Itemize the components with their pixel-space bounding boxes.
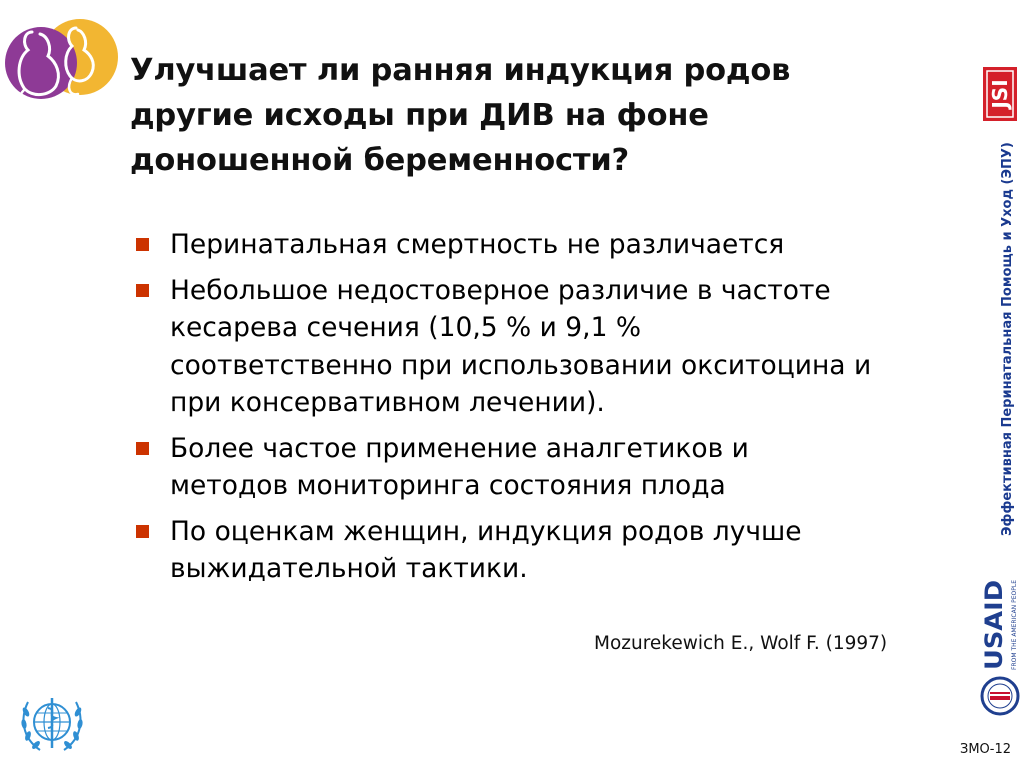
slide-title-line: Улучшает ли ранняя индукция родов xyxy=(130,53,791,88)
bullet-text-line: выжидательной тактики. xyxy=(170,553,528,584)
usaid-tagline: FROM THE AMERICAN PEOPLE xyxy=(1011,580,1018,670)
bullet-item xyxy=(132,272,962,422)
usaid-logo-text: USAID xyxy=(980,585,1008,670)
jsi-logo-icon xyxy=(983,67,1017,121)
bullet-text-line: при консервативном лечении). xyxy=(170,387,605,418)
bullet-text-line: кесарева сечения (10,5 % и 9,1 % xyxy=(170,312,642,343)
who-logo xyxy=(18,694,86,756)
bullet-text-line: Более частое применение аналгетиков и xyxy=(170,432,749,464)
usaid-logo-icon xyxy=(978,578,1022,672)
usaid-logo xyxy=(978,578,1022,672)
bullet-item xyxy=(132,226,962,264)
bullet-text-line: соответственно при использовании окситоцина и xyxy=(170,349,872,381)
sidebar-vertical-text: Эффективная Перинатальная Помощь и Уход (ЭПУ) xyxy=(1000,142,1015,536)
bullet-square-icon xyxy=(136,525,149,538)
citation: Mozurekewich E., Wolf F. (1997) xyxy=(594,633,888,654)
who-emblem-icon xyxy=(18,694,86,756)
bullet-text-line: методов мониторинга состояния плода xyxy=(170,470,726,501)
bullet-text-line: Перинатальная смертность не различается xyxy=(170,229,785,260)
bullet-square-icon xyxy=(136,284,149,297)
slide-title xyxy=(130,48,930,183)
handshake-seal-icon xyxy=(980,676,1020,716)
jsi-logo-text: JSI xyxy=(988,79,1012,109)
slide-title-line: другие исходы при ДИВ на фоне xyxy=(130,98,709,133)
jsi-logo xyxy=(983,67,1017,121)
mother-silhouette-icon xyxy=(4,10,120,108)
bullet-item xyxy=(132,430,962,505)
bullet-square-icon xyxy=(136,442,149,455)
slide-title-line: доношенной беременности? xyxy=(130,143,630,178)
slide-number: ЗМО-12 xyxy=(960,742,1012,757)
perinatal-care-logo xyxy=(4,10,120,108)
bullet-text-line: Небольшое недостоверное различие в частоте xyxy=(170,274,831,306)
bullet-square-icon xyxy=(136,238,149,251)
bullet-text-line: По оценкам женщин, индукция родов лучше xyxy=(170,515,802,547)
bullet-item xyxy=(132,513,962,588)
bullet-list xyxy=(132,226,962,596)
usaid-seal xyxy=(980,676,1020,716)
